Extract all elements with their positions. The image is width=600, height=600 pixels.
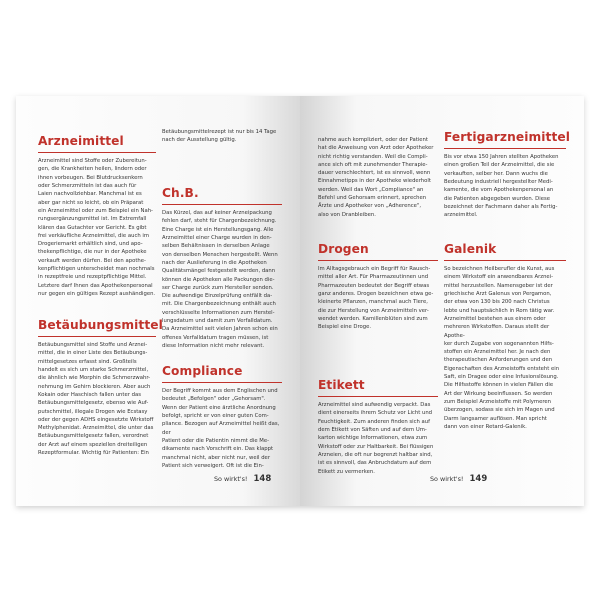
text-line: Feuchtigkeit. Zum anderen finden sich auf (318, 418, 431, 425)
text-line: Arzneimittel sind Stoffe oder Zubereitun- (38, 158, 147, 165)
text-line: stoffen ein Arzneimittel her. Je nach den (444, 349, 551, 356)
page-footer-left (214, 474, 271, 484)
text-line: Letztere darf Ihnen das Apothekenpersonal (38, 282, 153, 289)
text-line: bedeutet „Befolgen" oder „Gehorsam". (162, 396, 266, 403)
right-page (300, 96, 584, 506)
text-line: der Arzt auf einem speziellen dreiteiligen (38, 441, 148, 448)
heading-rule (318, 260, 438, 261)
text-line: Saft, ein Dragee oder eine Infusionslösung. (444, 374, 559, 381)
text-line: kenpflichtigen unterscheidet man nochmals (38, 266, 155, 273)
heading-fertigarzneimittel: Fertigarzneimittel (444, 130, 571, 144)
text-line: Betäubungsmittelgesetz fallen, verordnet (38, 433, 149, 440)
text-line: putschmittel, illegale Drogen wie Ecstasy (38, 408, 148, 415)
section-compliance (162, 364, 282, 470)
body-chb (162, 209, 282, 350)
text-line: Patient oder die Patientin nimmt die Me- (162, 437, 270, 444)
section-drogen (318, 242, 438, 332)
text-line: kleinerte Pflanzen, manchmal auch Tiere, (318, 299, 428, 306)
heading-rule (162, 382, 282, 383)
text-line: Die aufwendige Einzelprüfung entfällt da- (162, 293, 273, 300)
body-fertigarzneimittel (444, 153, 566, 219)
text-line: Rezeptformular. Wichtig für Patienten: Ein (38, 450, 149, 457)
text-line: rungsergänzungsmittel ist. Im Extremfall (38, 216, 147, 223)
book-spread (16, 96, 584, 506)
text-line: einen großen Teil der Arzneimittel, die sie (444, 162, 555, 169)
text-line: dauer verschlechtert, ist es sinnvoll, wenn (318, 170, 431, 177)
text-line: aber gar nicht so leicht, ob ein Präparat (38, 199, 144, 206)
text-line: Die Hilfsstoffe können in vielen Fällen die (444, 382, 554, 389)
text-line: mittel herzustellen. Namensgeber ist der (444, 282, 553, 289)
text-line: Da Arzneimittel seit vielen Jahren schon ein (162, 326, 278, 333)
text-line: klären das Gutachter vor Gericht. Es gibt (38, 224, 147, 231)
text-line: mittelgesetzes erfasst sind. Großteils (38, 358, 137, 365)
text-line: oder Schmerzmitteln ist das auch für (38, 183, 137, 190)
text-line: griechische Arzt Galenus von Pergamon, (444, 291, 552, 298)
text-line: Wirkstoff oder zur Haltbarkeit. Bei flüssigen (318, 443, 434, 450)
text-line: Methylphenidat. Arzneimittel, die unter das (38, 425, 154, 432)
text-line: frei verkäufliche Arzneimittel, die auch im (38, 232, 150, 239)
text-line: offenes Verfalldatum tragen müssen, ist (162, 334, 269, 341)
section-chb (162, 186, 282, 350)
text-line: ganz anderes. Drogen bezeichnen etwa ge- (318, 291, 434, 298)
section-fertigarzneimittel (444, 130, 571, 220)
text-line: mit. Die Chargenbezeichnung enthält auch (162, 301, 276, 308)
text-line: die zur Herstellung von Arzneimitteln ver- (318, 307, 429, 314)
heading-rule (318, 396, 438, 397)
text-line: bezeichnet der Fachmann daher als Fertig- (444, 203, 558, 210)
left-page (16, 96, 300, 506)
section-betaeubungsmittel (38, 318, 163, 457)
text-line: Ärzte und Apotheker von „Adherence", (318, 203, 422, 210)
body-compliance (162, 387, 282, 470)
text-line: Drogeriemarkt erhältlich sind, und apo- (38, 241, 143, 248)
text-line: Pharmazeuten bedeutet der Begriff etwas (318, 282, 430, 289)
text-line: lebte und hauptsächlich in Rom tätig war. (444, 307, 555, 314)
text-line: verkauft werden dürfen. Bei den apothe- (38, 257, 146, 264)
text-line: ist es sinnvoll, das Anbruchdatum auf dem (318, 460, 432, 467)
text-line: Eine Charge ist ein Herstellungsgang. Alle (162, 226, 274, 233)
heading-chb: Ch.B. (162, 186, 199, 200)
text-line: verschlüsselte Informationen zum Herstel- (162, 309, 275, 316)
text-line: nach der Auslieferung in die Apotheken (162, 259, 267, 266)
heading-betaeubungsmittel: Betäubungsmittel (38, 318, 163, 332)
text-line: der etwa von 130 bis 200 nach Christus (444, 299, 550, 306)
body-btm-continued (162, 128, 282, 145)
heading-drogen: Drogen (318, 242, 369, 256)
text-line: verkauften, selber her. Dann wuchs die (444, 170, 548, 177)
text-line: Art der Wirkung beeinflussen. So werden (444, 390, 553, 397)
text-line: Der Begriff kommt aus dem Englischen und (162, 388, 278, 395)
text-line: Arzneien, die oft nur begrenzt haltbar sind, (318, 451, 433, 458)
text-line: Laien nachvollziehbar. Manchmal ist es (38, 191, 142, 198)
heading-arzneimittel: Arzneimittel (38, 134, 124, 148)
text-line: Betäubungsmittel sind Stoffe und Arznei- (38, 342, 148, 349)
text-line: wendet werden. Kamillenblüten sind zum (318, 315, 428, 322)
text-line: Betäubungsmittelgesetz, ebenso wie Auf- (38, 400, 149, 407)
text-line: mittel aller Art. Für Pharmazeutinnen und (318, 274, 429, 281)
footer-label: So wirkt's! (430, 475, 464, 483)
text-line: karton wichtige Informationen, etwa zum (318, 435, 428, 442)
text-line: in rezeptfreie und rezeptpflichtige Mittel. (38, 274, 147, 281)
body-drogen (318, 265, 438, 331)
text-line: Bedeutung industriell hergestellter Medi- (444, 179, 553, 186)
heading-rule (38, 152, 156, 153)
text-line: also von Dranbleiben. (318, 211, 376, 218)
text-line: die Patienten abgegeben wurden. Diese (444, 195, 550, 202)
body-arzneimittel (38, 157, 156, 298)
text-line: Kokain oder Haschisch fallen unter das (38, 391, 141, 398)
text-line: Arzneimittel bestehen aus einem oder (444, 315, 546, 322)
heading-compliance: Compliance (162, 364, 243, 378)
text-line: Eigenschaften des Arzneistoffs entsteht ein (444, 365, 560, 372)
text-line: ance sich oft mit zunehmender Therapie- (318, 161, 428, 168)
section-col1-top (318, 136, 438, 219)
text-line: arzneimittel. (444, 212, 478, 219)
text-line: handelt es sich um starke Schmerzmittel, (38, 367, 149, 374)
text-line: gen, die Krankheiten heilen, lindern oder (38, 166, 147, 173)
text-line: Arzneimittel sind aufwendig verpackt. Das (318, 402, 431, 409)
text-line: kamente, die vom Apothekenpersonal an (444, 187, 554, 194)
text-line: ser Charge zurück zum Hersteller senden. (162, 284, 274, 291)
text-line: Im Alltagsgebrauch ein Begriff für Rausch- (318, 266, 431, 273)
text-line: nahme auch kompliziert, oder der Patient (318, 137, 428, 143)
text-line: dann von einer Retard-Galenik. (444, 423, 527, 430)
body-compliance-continued (318, 136, 438, 219)
text-line: fehlen darf, steht für Chargenbezeichnung. (162, 218, 277, 225)
heading-etikett: Etikett (318, 378, 365, 392)
text-line: können die Apotheken alle Packungen die- (162, 276, 275, 283)
body-galenik (444, 265, 566, 431)
text-line: nehmung im Gehirn blockieren. Aber auch (38, 383, 151, 390)
heading-rule (444, 148, 566, 149)
text-line: lungsdatum und damit zum Verfalldatum. (162, 318, 273, 325)
text-line: Patient sich verweigert. Oft ist die Ein- (162, 462, 264, 469)
text-line: werden. Weil das Wort „Compliance" an (318, 186, 424, 193)
text-line: Wenn der Patient eine ärztliche Anordnung (162, 404, 276, 411)
text-line: So bezeichnen Heilberufler die Kunst, aus (444, 266, 555, 273)
text-line: hat die Anweisung von Arzt oder Apotheker (318, 145, 434, 152)
text-line: Betäubungsmittelrezept ist nur bis 14 Tage (162, 129, 277, 135)
text-line: Bis vor etwa 150 Jahren stellten Apotheken (444, 154, 559, 161)
page-number: 148 (253, 474, 272, 484)
heading-rule (162, 204, 282, 205)
text-line: diese Information nicht mehr relevant. (162, 342, 265, 349)
text-line: die ähnlich wie Morphin die Schmerzwahr- (38, 375, 151, 382)
body-betaeubungsmittel (38, 341, 156, 457)
text-line: dem Etikett von Säften und auf dem Um- (318, 427, 427, 434)
section-galenik (444, 242, 566, 431)
heading-rule (444, 260, 566, 261)
text-line: Befehl und Gehorsam erinnert, sprechen (318, 195, 427, 202)
text-line: nur gegen ein gültiges Rezept aushändigen. (38, 290, 156, 297)
text-line: nach der Ausstellung gültig. (162, 137, 237, 144)
text-line: befolgt, spricht er von einer guten Com- (162, 413, 269, 420)
page-footer-right (430, 474, 487, 484)
text-line: mehreren Wirkstoffen. Daraus stellt der Apothe- (444, 324, 550, 339)
text-line: thekenpflichtige, die nur in der Apotheke (38, 249, 147, 256)
text-line: Etikett zu vermerken. (318, 468, 375, 475)
text-line: nicht richtig verstanden. Weil die Compli- (318, 153, 428, 160)
footer-label: So wirkt's! (214, 475, 248, 483)
text-line: ein Arzneimittel oder zum Beispiel ein Nah- (38, 207, 153, 214)
text-line: ihnen vorbeugen. Bei Blutdrucksenkern (38, 174, 143, 181)
text-line: Das Kürzel, das auf keiner Arzneipackung (162, 210, 272, 217)
text-line: dikamente nach Vorschrift ein. Das klappt (162, 446, 274, 453)
text-line: von denselben Menschen hergestellt. Wenn (162, 251, 278, 258)
text-line: selben Behältnissen in derselben Anlage (162, 243, 270, 250)
text-line: pliance. Bezogen auf Arzneimittel heißt das, der (162, 421, 280, 436)
text-line: manchmal nicht, aber nicht nur, weil der (162, 454, 270, 461)
text-line: Beispiel eine Droge. (318, 324, 372, 331)
heading-rule (38, 336, 156, 337)
page-number: 149 (469, 474, 488, 484)
text-line: Einnahmetipps in der Apotheke wiederholt (318, 178, 431, 185)
text-line: überzogen, sodass sie sich im Magen und (444, 407, 555, 414)
text-line: mittel, die in einer Liste des Betäubungs- (38, 350, 148, 357)
text-line: therapeutischen Anforderungen und den (444, 357, 553, 364)
heading-galenik: Galenik (444, 242, 497, 256)
text-line: oder der gegen ADHS eingesetzte Wirkstoff (38, 416, 154, 423)
text-line: ker durch Zugabe von sogenannten Hilfs- (444, 340, 554, 347)
text-line: Darm langsamer auflösen. Man spricht (444, 415, 547, 422)
section-etikett (318, 378, 438, 476)
section-arzneimittel (38, 134, 156, 298)
text-line: Qualitätsmängel festgestellt werden, dann (162, 268, 276, 275)
text-line: einem Wirkstoff ein anwendbares Arznei- (444, 274, 554, 281)
section-col2-top (162, 128, 282, 145)
text-line: zum Beispiel Arzneistoffe mit Polymeren (444, 398, 552, 405)
text-line: Arzneimittel einer Charge wurden in den- (162, 235, 272, 242)
text-line: dient einerseits ihrem Schutz vor Licht und (318, 410, 433, 417)
body-etikett (318, 401, 438, 476)
